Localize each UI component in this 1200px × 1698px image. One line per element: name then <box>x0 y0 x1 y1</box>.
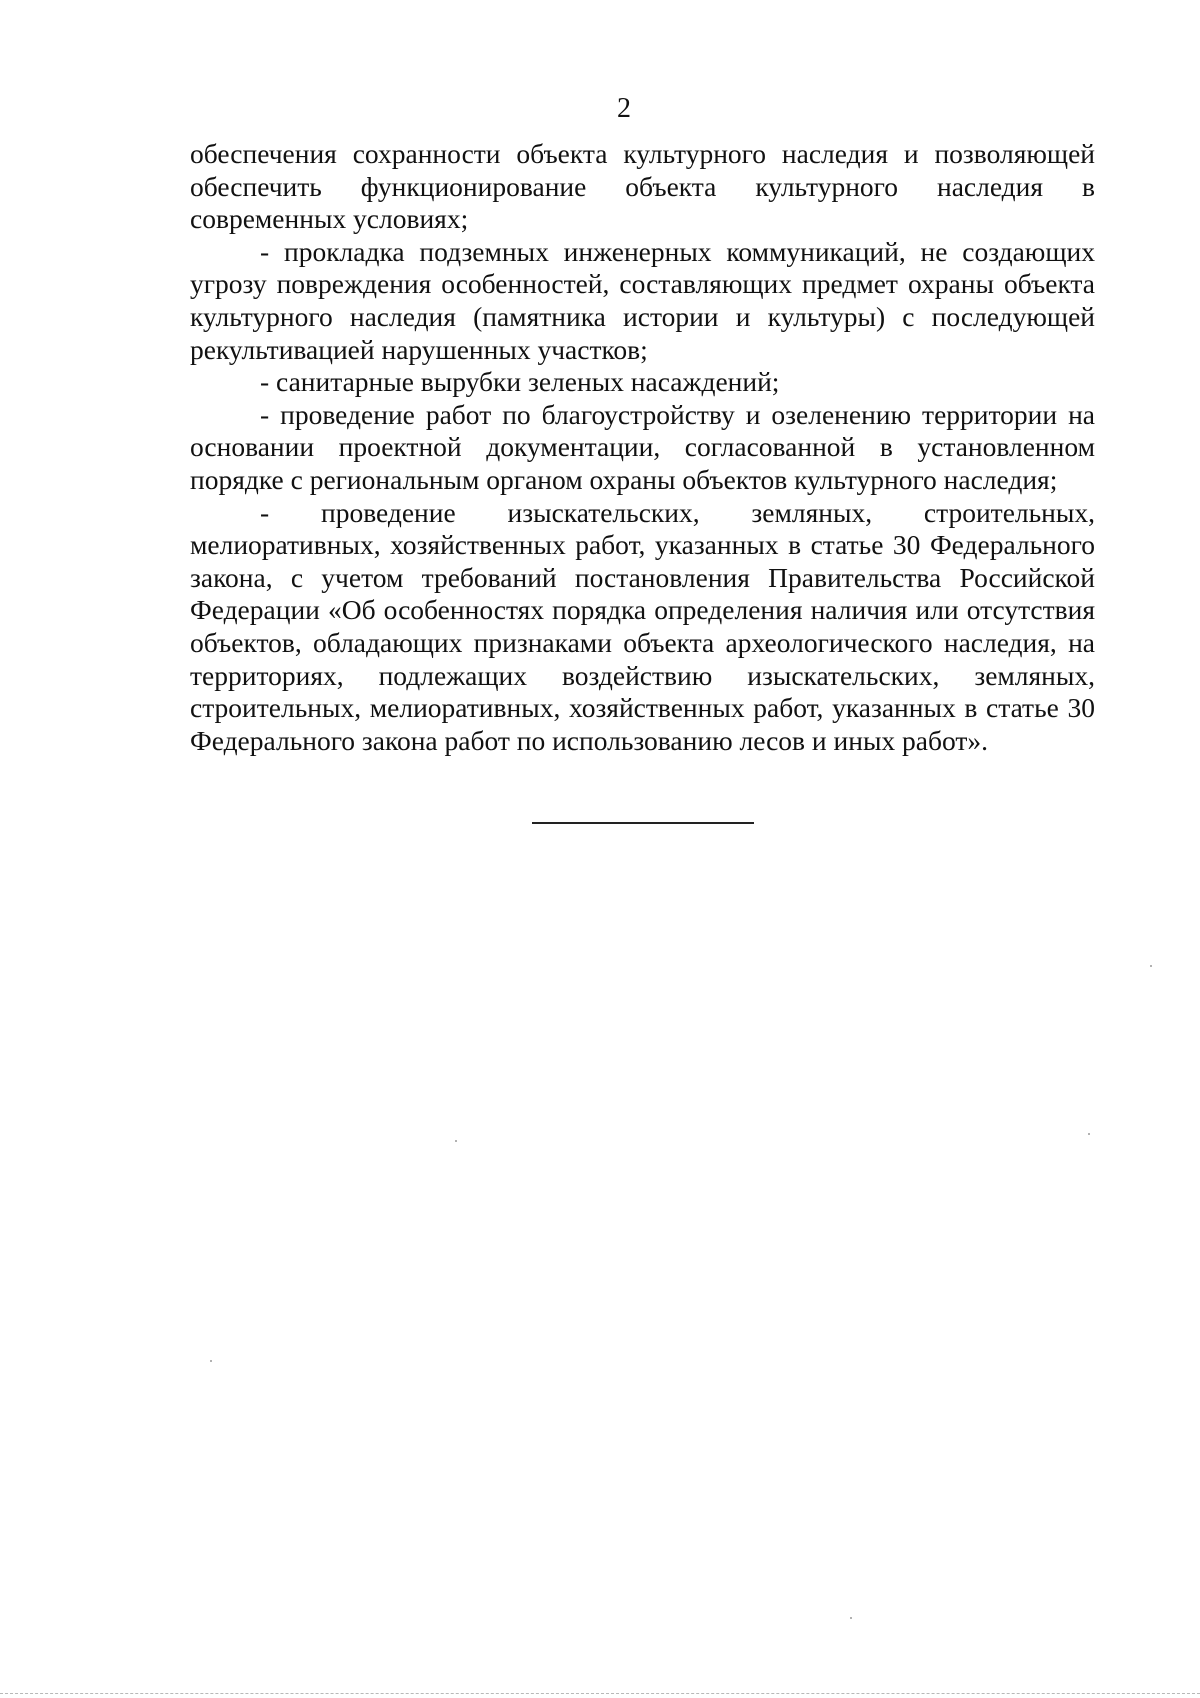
scan-speck <box>1088 1133 1090 1135</box>
page-number: 2 <box>617 93 631 124</box>
scan-bottom-edge <box>0 1693 1200 1694</box>
list-item-sanitary-felling: - санитарные вырубки зеленых насаждений; <box>260 366 780 398</box>
scan-speck <box>1150 965 1152 967</box>
list-item-survey-works: - проведение изыскательских, земляных, строительных, мелиоративных, хозяйственных работ, указанных в статье 30 Федерального закона, с учетом требований постановления Правительства Российской Федерации «Об особенностях порядка определения наличия или отсутствия объектов, обладающих признаками объекта археологического наследия, на территориях, подлежащих воздействию изыскательских, земляных, строительных, мелиоративных, хозяйственных работ, указанных в статье 30 Федерального закона работ по использованию лесов и иных работ». <box>190 496 1095 756</box>
paragraph-continuation: обеспечения сохранности объекта культурного наследия и позволяющей обеспечить функционирование объекта культурного наследия в современных условиях; <box>190 138 1095 235</box>
list-item-landscaping: - проведение работ по благоустройству и озеленению территории на основании проектной документации, согласованной в установленном порядке с региональным органом охраны объектов культурного наследия; <box>190 398 1095 495</box>
document-body <box>190 138 1095 757</box>
scan-speck <box>210 1360 212 1362</box>
scan-speck <box>455 1140 457 1142</box>
list-item-utilities: - прокладка подземных инженерных коммуникаций, не создающих угрозу повреждения особенностей, составляющих предмет охраны объекта культурного наследия (памятника истории и культуры) с последующей рекультивацией нарушенных участков; <box>190 235 1095 365</box>
scan-speck <box>850 1617 852 1619</box>
end-of-text-rule <box>532 822 754 824</box>
